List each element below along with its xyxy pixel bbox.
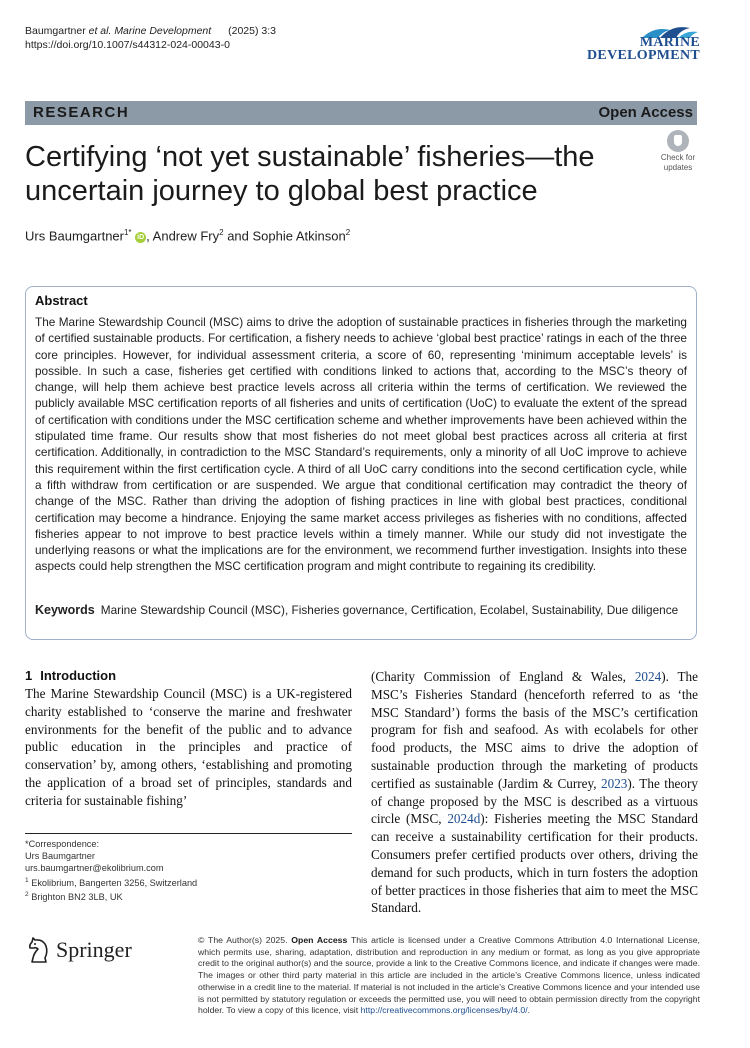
copyright: © The Author(s) 2025. bbox=[198, 935, 288, 945]
keywords bbox=[35, 602, 687, 618]
check-updates-line2: updates bbox=[663, 163, 693, 172]
orcid-icon[interactable]: iD bbox=[137, 234, 145, 242]
open-access-label: Open Access bbox=[598, 104, 693, 121]
license-text bbox=[198, 935, 700, 1017]
citation-line bbox=[25, 24, 276, 38]
affiliation-1-text: Ekolibrium, Bangerten 3256, Switzerland bbox=[31, 877, 198, 888]
correspondence-label: *Correspondence: bbox=[25, 839, 100, 849]
text-run: ). The MSC’s Fisheries Standard (henceforth referred to as ‘the MSC Standard’) forms the basis of the MSC’s certification program for fish and seafood. As with ecolabels for other food products, the MSC aims to drive the adoption of sustainable production through the marketing of products certified as sustainable (Jardim & Currey, bbox=[371, 669, 698, 791]
journal-logo bbox=[587, 24, 700, 64]
chess-knight-icon bbox=[26, 936, 52, 964]
affiliation-1 bbox=[25, 875, 355, 889]
citation-link[interactable]: 2023 bbox=[601, 775, 628, 791]
abstract-text: The Marine Stewardship Council (MSC) aims to drive the adoption of sustainable practices in fisheries through the marketing of certified sustainable products. For certification, a fishery needs to achieve ‘global best practice’ ratings in each of the three core principles. However, for individual assessment criteria, a score of 60, representing ‘minimum acceptable levels’ is possible. In such a case, fisheries get certified with conditions linked to actions that, according to the MSC’s theory of change, will help them achieve best practice levels across all criteria within the terms of certification. We reviewed the publicly available MSC certification reports of all fisheries and units of certification (UoC) to evaluate the extent of the spread of certification with conditions under the MSC certification scheme and whether improvements have been achieved within the stipulated time frame. Our results show that most fisheries do not meet global best practices across all criteria at first certification. Additionally, in contradiction to the MSC Standard’s requirements, only a minority of all UoC improve to achieve this requirement within the first certification cycle. A third of all UoC carry conditions into the second certification cycle, while a fifth withdraw from certification or are suspended. We argue that conditional certification may contradict the theory of change of the MSC. Rather than driving the adoption of fishing practices in line with global best practices, conditional certification may become a hindrance. Enjoying the same market access privileges as fisheries with no conditions, affected fisheries appear to not improve to best practice levels within a timely manner. While our study did not investigate the underlying reasons or what the implications are for the environment, we recommend further investigation. Insights into these aspects could help strengthen the MSC certification program and might contribute to regaining its credibility. bbox=[35, 315, 687, 574]
doi-link[interactable]: https://doi.org/10.1007/s44312-024-00043-0 bbox=[25, 39, 230, 51]
citation-author: Baumgartner bbox=[25, 25, 86, 37]
bookmark-icon bbox=[667, 130, 689, 152]
correspondence-name: Urs Baumgartner bbox=[25, 851, 95, 862]
publisher-logo bbox=[26, 934, 176, 968]
footnotes bbox=[25, 838, 355, 903]
intro-right-column bbox=[371, 668, 698, 917]
correspondence-email[interactable]: urs.baumgartner@ekolibrium.com bbox=[25, 863, 164, 874]
section-heading bbox=[25, 668, 116, 683]
affiliation-1-num: 1 bbox=[25, 876, 29, 884]
article-title: Certifying ‘not yet sustainable’ fisheries—the uncertain journey to global best practice bbox=[25, 141, 595, 207]
author-1-affil: 1* bbox=[123, 228, 132, 237]
text-run: (Charity Commission of England & Wales, bbox=[371, 669, 635, 684]
author-3-affil: 2 bbox=[345, 228, 351, 237]
license-body: This article is licensed under a Creative Commons Attribution 4.0 International License, which permits use, sharing, adaptation, distribution and reproduction in any medium or format, as long as you give appropriate credit to the original author(s) and the source, provide a link to the Creative Commons licence, and indicate if changes were made. The images or other third party material in this article are included in the article’s Creative Commons licence, unless indicated otherwise in a credit line to the material. If material is not included in the article’s Creative Commons licence and your intended use is not permitted by statutory regulation or exceeds the permitted use, you will need to obtain permission directly from the copyright holder. To view a copy of this licence, visit bbox=[198, 935, 700, 1016]
logo-text-development: DEVELOPMENT bbox=[587, 48, 700, 63]
keywords-list: Marine Stewardship Council (MSC), Fisheries governance, Certification, Ecolabel, Sustainability, Due diligence bbox=[100, 603, 679, 617]
check-for-updates[interactable] bbox=[657, 130, 699, 172]
affiliation-2 bbox=[25, 889, 355, 903]
abstract-heading: Abstract bbox=[35, 293, 88, 308]
license-link[interactable]: http://creativecommons.org/licenses/by/4.0/ bbox=[360, 1005, 528, 1016]
author-list bbox=[25, 228, 350, 243]
license-end: . bbox=[527, 1005, 531, 1016]
footnote-divider bbox=[25, 833, 352, 834]
affiliation-2-text: Brighton BN2 3LB, UK bbox=[31, 891, 123, 902]
keywords-label: Keywords bbox=[35, 603, 95, 617]
intro-left-column: The Marine Stewardship Council (MSC) is a UK-registered charity established to ‘conserve the marine and freshwater environments for the benefit of the public and to advance public education in the principles and practice of conservation’ by, among others, ‘establishing and promoting the application of a broad set of principles, standards and criteria for sustainable fishing’ bbox=[25, 686, 352, 808]
affiliation-2-num: 2 bbox=[25, 890, 29, 898]
citation-link[interactable]: 2024 bbox=[634, 669, 662, 684]
citation-link[interactable]: 2024d bbox=[447, 811, 481, 827]
section-number: 1 bbox=[25, 668, 33, 683]
license-open-access: Open Access bbox=[291, 935, 348, 945]
section-title: Introduction bbox=[40, 668, 117, 683]
logo-text-marine: MARINE bbox=[639, 35, 700, 50]
citation-etal: et al. bbox=[88, 25, 112, 37]
author-2-affil: 2 bbox=[219, 228, 224, 237]
citation-journal: Marine Development bbox=[114, 25, 212, 37]
article-type: RESEARCH bbox=[33, 104, 130, 121]
check-updates-line1: Check for bbox=[660, 153, 696, 162]
text-run: ). The theory of change proposed by the MSC is described as a virtuous circle (MSC, bbox=[371, 775, 698, 827]
citation-year: (2025) 3:3 bbox=[228, 25, 276, 37]
text-run: ): Fisheries meeting the MSC Standard can receive a sustainability certification for their products. Consumers prefer certified products over others, driving the demand for such products, which in turn fosters the adoption of better practices in those fisheries that aim to meet the MSC Standard. bbox=[371, 811, 698, 916]
section-banner bbox=[25, 101, 697, 125]
author-2[interactable]: , Andrew Fry bbox=[146, 228, 220, 244]
author-3[interactable]: and Sophie Atkinson bbox=[223, 228, 346, 244]
author-1[interactable]: Urs Baumgartner bbox=[25, 228, 124, 244]
publisher-name: Springer bbox=[56, 937, 132, 962]
